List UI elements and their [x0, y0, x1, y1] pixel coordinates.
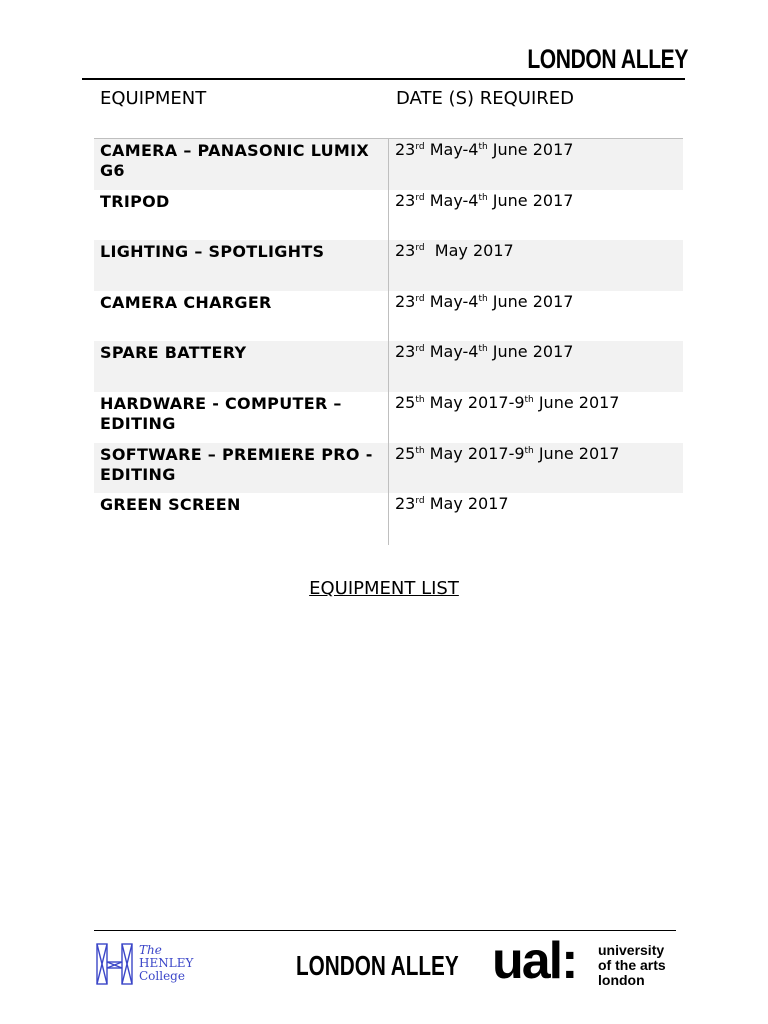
ual-wordmark: university of the arts london: [598, 942, 666, 988]
london-alley-logo-footer: LONDON ALLEY: [296, 950, 459, 981]
equipment-cell: CAMERA – PANASONIC LUMIX G6: [100, 141, 370, 180]
equipment-cell: CAMERA CHARGER: [100, 292, 272, 312]
equipment-cell: SPARE BATTERY: [100, 343, 247, 363]
column-divider: [388, 138, 389, 545]
london-alley-logo-header: LONDON ALLEY: [527, 44, 688, 74]
henley-college-wordmark: The HENLEY College: [139, 943, 194, 983]
date-cell: 23rd May-4th June 2017: [395, 342, 574, 362]
date-cell: 23rd May 2017: [395, 494, 509, 514]
equipment-cell: GREEN SCREEN: [100, 495, 241, 515]
date-cell: 23rd May 2017: [395, 241, 514, 261]
date-cell: 23rd May-4th June 2017: [395, 140, 574, 159]
date-cell: 25th May 2017-9th June 2017: [395, 392, 620, 412]
equipment-cell: SOFTWARE – PREMIERE PRO - EDITING: [100, 444, 373, 484]
document-caption: EQUIPMENT LIST: [309, 578, 459, 599]
ual-logo-mark: ual:: [492, 932, 577, 990]
equipment-cell: HARDWARE - COMPUTER – EDITING: [100, 393, 342, 433]
equipment-cell: TRIPOD: [100, 191, 170, 211]
footer-rule: [94, 930, 676, 931]
column-header-dates: DATE (S) REQUIRED: [396, 88, 575, 109]
date-cell: 23rd May-4th June 2017: [395, 291, 574, 311]
column-header-equipment: EQUIPMENT: [100, 88, 207, 109]
date-cell: 25th May 2017-9th June 2017: [395, 443, 620, 463]
equipment-cell: LIGHTING – SPOTLIGHTS: [100, 242, 325, 262]
date-cell: 23rd May-4th June 2017: [395, 190, 574, 210]
header-rule: [82, 78, 685, 80]
